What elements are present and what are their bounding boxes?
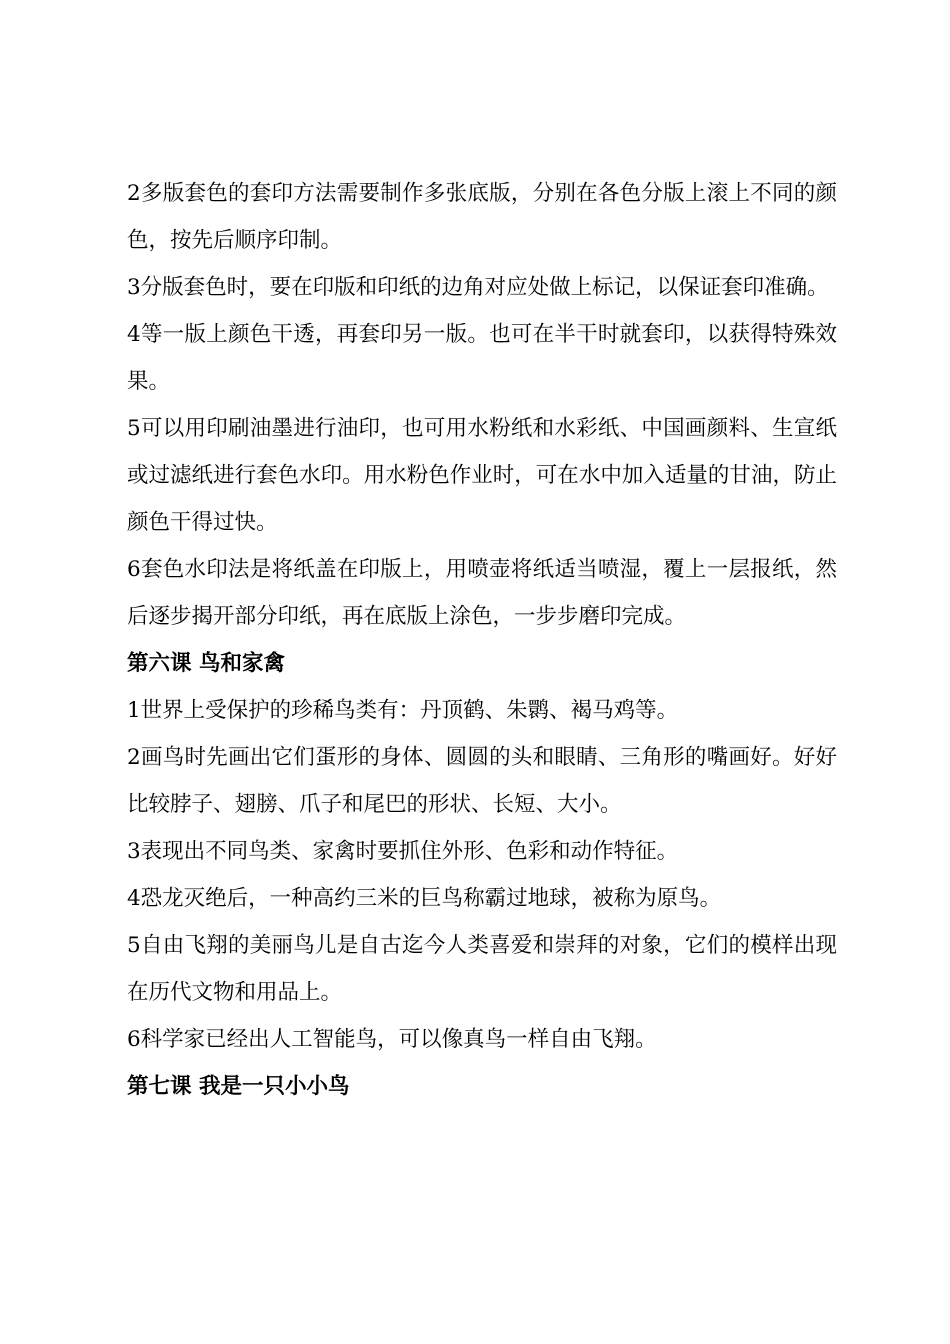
paragraph: 3分版套色时，要在印版和印纸的边角对应处做上标记，以保证套印准确。 (127, 275, 829, 300)
lesson-6-item: 3表现出不同鸟类、家禽时要抓住外形、色彩和动作特征。 (127, 839, 679, 864)
paragraph: 2多版套色的套印方法需要制作多张底版，分别在各色分版上滚上不同的颜色，按先后顺序印制。 (127, 181, 837, 253)
paragraph: 6套色水印法是将纸盖在印版上，用喷壶将纸适当喷湿，覆上一层报纸，然后逐步揭开部分印纸，再在底版上涂色，一步步磨印完成。 (127, 557, 837, 629)
lesson-6-item: 5自由飞翔的美丽鸟儿是自古迄今人类喜爱和崇拜的对象，它们的模样出现在历代文物和用品上。 (127, 933, 837, 1005)
paragraph: 5可以用印刷油墨进行油印，也可用水粉纸和水彩纸、中国画颜料、生宣纸或过滤纸进行套色水印。用水粉色作业时，可在水中加入适量的甘油，防止颜色干得过快。 (127, 416, 837, 535)
lesson-6-item: 2画鸟时先画出它们蛋形的身体、圆圆的头和眼睛、三角形的嘴画好。好好比较脖子、翅膀、爪子和尾巴的形状、长短、大小。 (127, 745, 837, 817)
paragraph: 4等一版上颜色干透，再套印另一版。也可在半干时就套印，以获得特殊效果。 (127, 322, 837, 394)
document-body (127, 170, 837, 1110)
lesson-6-item: 1世界上受保护的珍稀鸟类有：丹顶鹤、朱鹮、褐马鸡等。 (127, 698, 679, 723)
lesson-7-heading: 第七课 我是一只小小鸟 (127, 1074, 350, 1099)
lesson-6-heading: 第六课 鸟和家禽 (127, 651, 285, 676)
lesson-6-item: 4恐龙灭绝后，一种高约三米的巨鸟称霸过地球，被称为原鸟。 (127, 886, 722, 911)
lesson-6-item: 6科学家已经出人工智能鸟，可以像真鸟一样自由飞翔。 (127, 1027, 657, 1052)
